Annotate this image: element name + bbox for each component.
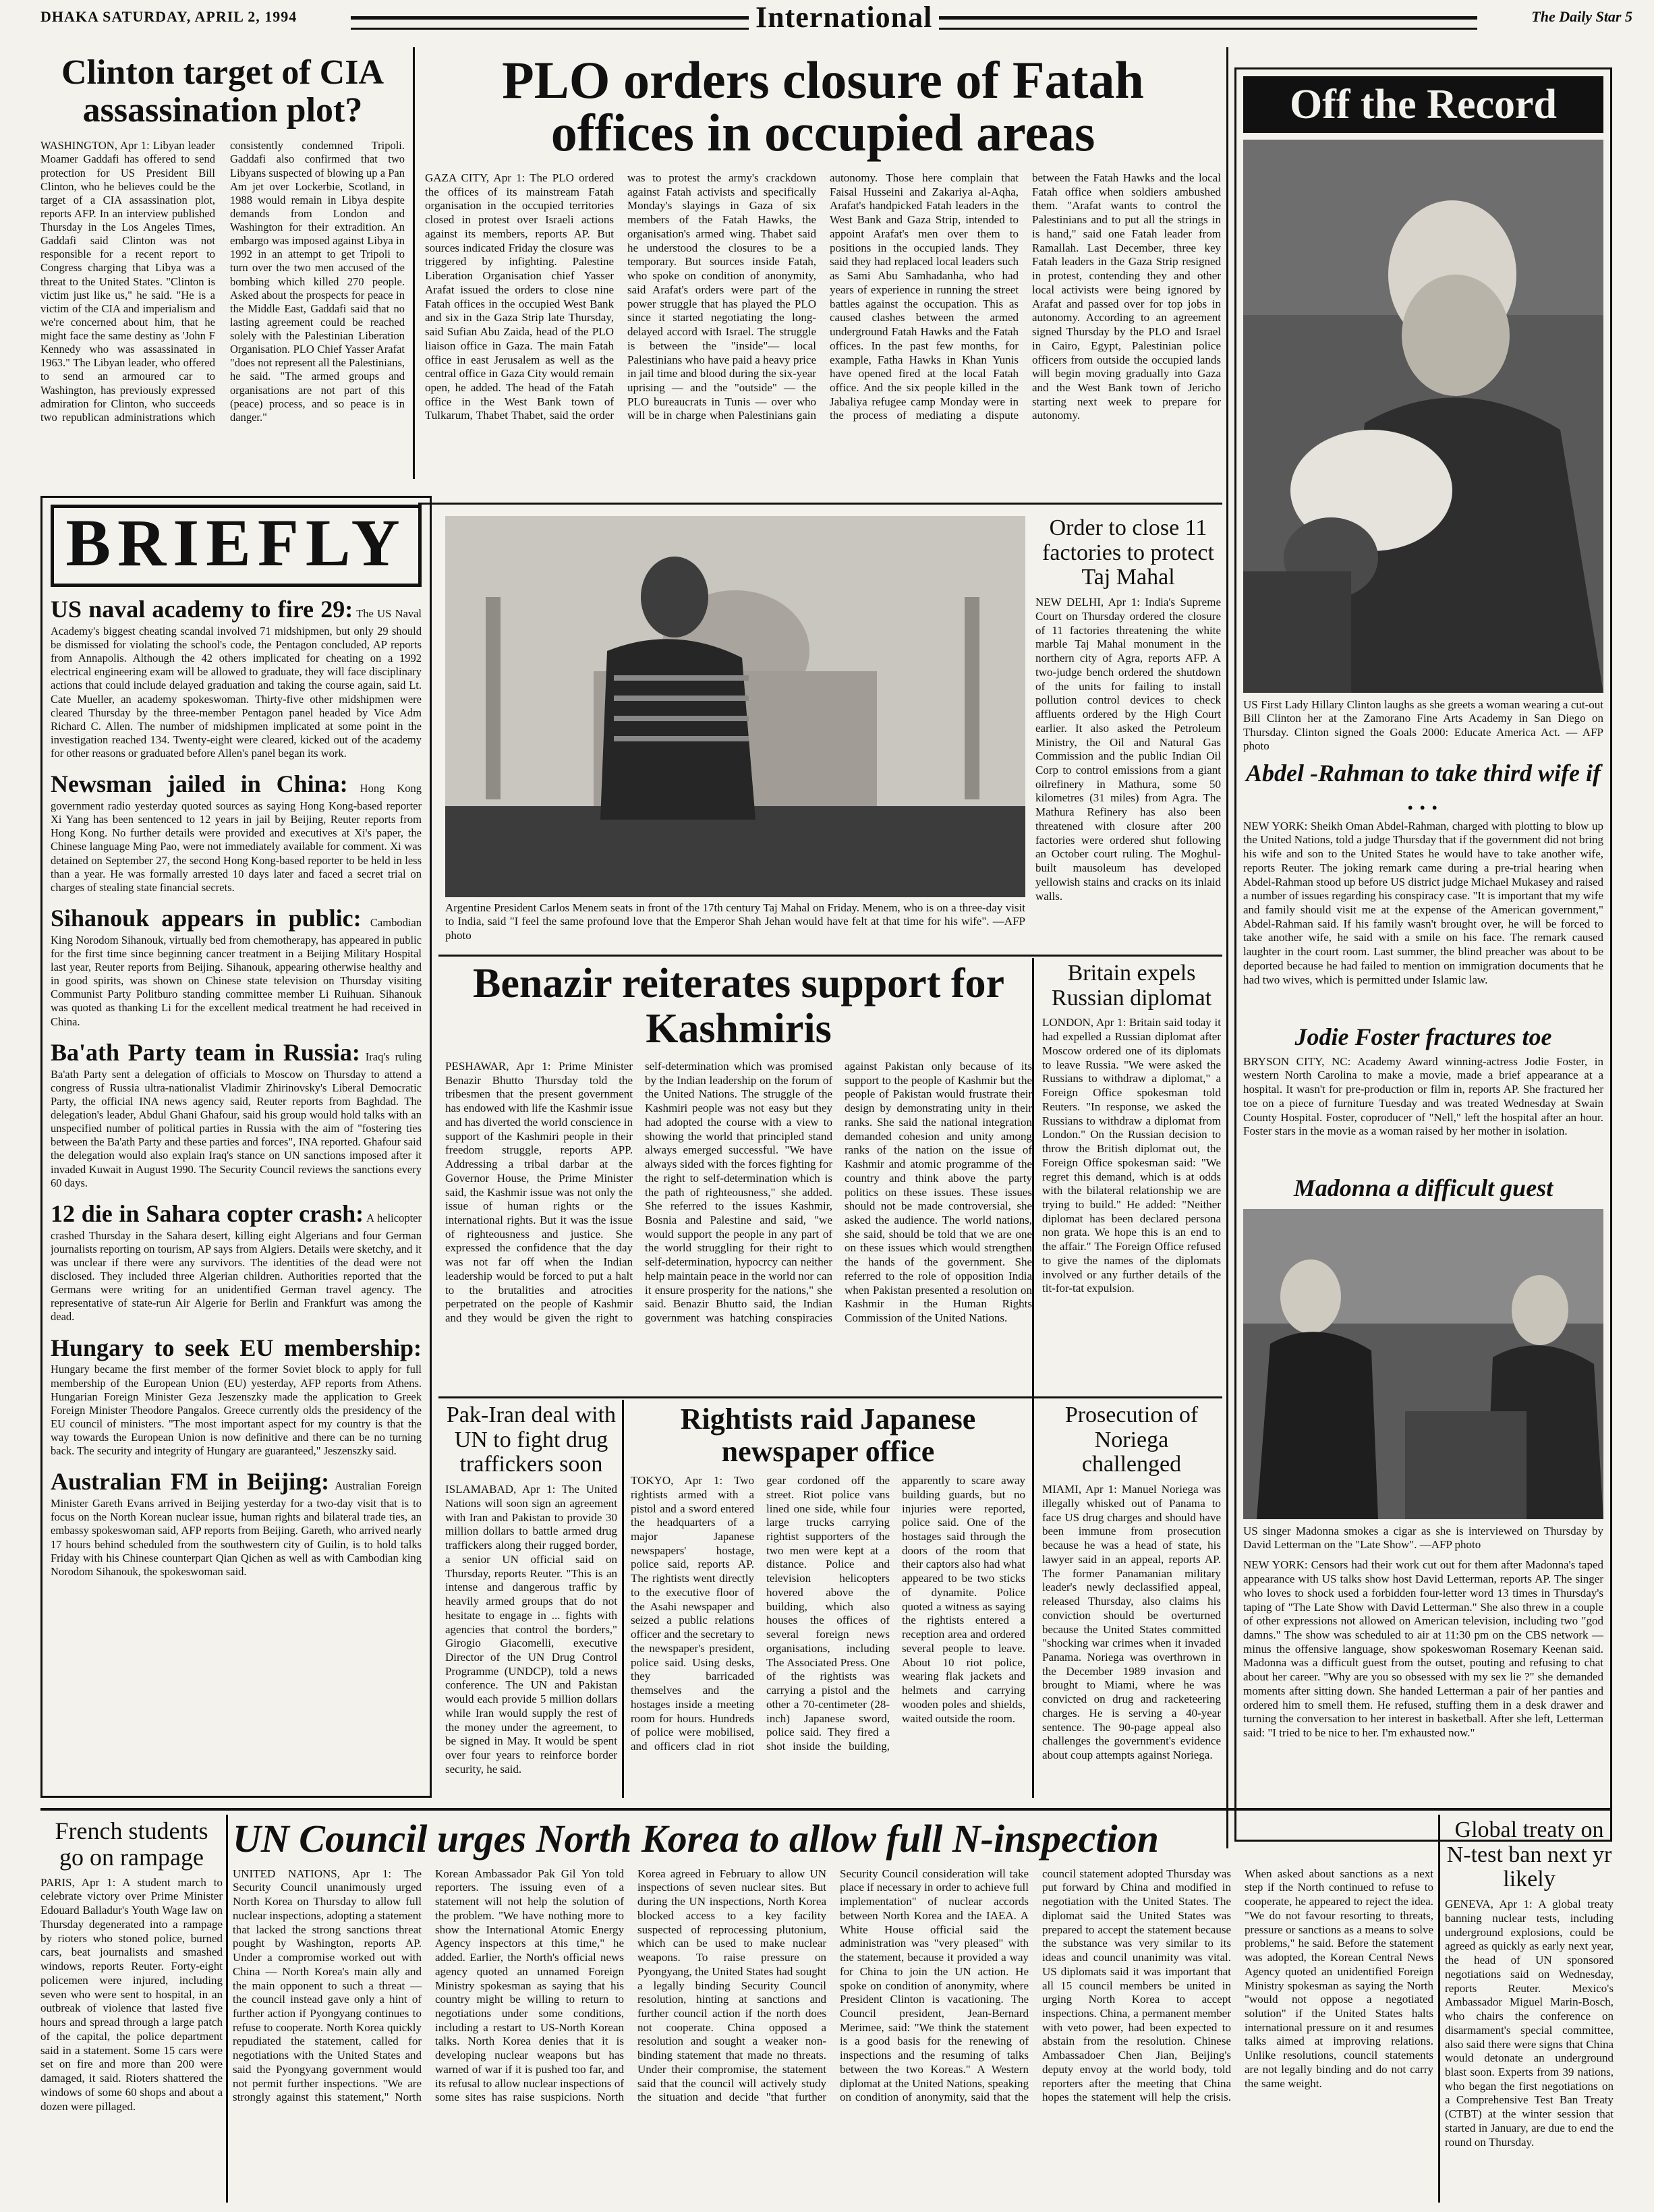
noriega-article (1042, 1403, 1221, 1798)
rightists-article (631, 1403, 1025, 1798)
brief-text: The US Naval Academy's biggest cheating scandal involved 71 midshipmen, but only 29 should be dismissed for violating the school's code, the Pentagon concluded, AP reports from Annapolis. Although the 42 others implicated for cheating on a 1992 electrical engineering exam will be allowed to graduate, they will face disciplinary actions that could include delayed graduation and taking the course again, said Lt. Cate Mueller, an academy spokeswoman. Thirty-five other midshipmen were cleared Thursday by the three-member Pentagon panel headed by Vice Adm Richard C. Allen. The number of midshipmen implicated at some point in the investigation reached 134. Twenty-eight were cleared, kicked out of the academy for other reasons or graduated before Allen's panel began its work. (51, 607, 422, 760)
noriega-body: MIAMI, Apr 1: Manuel Noriega was illegally whisked out of Panama to face US drug charges and should have been immune from prosecution because he was a head of state, his lawyer said in an appeal, reports AP. The former Panamanian military leader's newly declassified appeal, released Thursday, also claims his conviction should be overturned because the United States committed "shocking war crimes when it invaded Panama. Noriega was overthrown in the December 1989 invasion and brought to Miami, where he was convicted on drug and racketeering charges. He is serving a 40-year sentence. The 90-page appeal also challenges the government's evidence about coup attempts against Noriega. (1042, 1483, 1221, 1762)
plo-headline: PLO orders closure of Fatah offices in occupied areas (502, 51, 1144, 162)
section-rule (418, 503, 1222, 505)
brief-lead: Ba'ath Party team in Russia: (51, 1038, 360, 1066)
taj-article (1035, 516, 1221, 955)
brief-item (51, 904, 422, 1029)
column-rule (1226, 47, 1228, 1848)
briefly-list (51, 595, 422, 1792)
column-rule (1032, 958, 1034, 1798)
section-rule (40, 1808, 1612, 1811)
taj-body: NEW DELHI, Apr 1: India's Supreme Court on Thursday ordered the closure of 11 factories threatening the white marble Taj Mahal monument in the northern city of Agra, reports AFP. A two-judge bench ordered the shutdown of the units for failing to install pollution control devices to check affluents ordered by the High Court earlier. It also asked the Petroleum Ministry, the Oil and Natural Gas Commission and the public Indian Oil Corp to control emissions from a giant oilrefinery in Mathura, some 50 kilometres (31 miles) from Agra. The Mathura Refinery has also been threatened with closure after 200 factories were ordered shut following an October court ruling. The Moghul-built mausoleum has developed yellowish stains and cracks on its inlaid walls. (1035, 596, 1221, 903)
hillary-caption: US First Lady Hillary Clinton laughs as she greets a woman wearing a cut-out Bill Clinton her at the Zamorano Fine Arts Academy in San Diego on Thursday. Clinton signed the Goals 2000: Educate America Act. — AFP photo (1243, 698, 1603, 753)
french-headline: French students go on rampage (55, 1817, 208, 1871)
paper-name: The Daily Star 5 (1531, 8, 1632, 25)
briefly-box (40, 496, 432, 1798)
brief-item (51, 1467, 422, 1579)
unkorea-body: UNITED NATIONS, Apr 1: The Security Council unanimously urged North Korea on Thursday to allow full nuclear inspections, adopting a statement that lacked the strong sanctions threat pought by Washington, reports AP. Under a compromise worked out with China — North Korea's main ally and the main opponent to such a threat — the council instead gave only a hint of further action if Pyongyang continues to refuse to cooperate. North Korea quickly repudiated the statement, called for negotiations with the United States and said the Pyongyang government would not permit further inspections. "We are strongly against this statement," North Korean Ambassador Pak Gil Yon told reporters. The issuing even of a statement will not help the solution of the problem. "We have nothing more to show the International Atomic Energy Agency inspectors at this time," he added. Earlier, the North's official news agency quoted an unnamed Foreign Ministry spokesman as saying that his country might be willing to return to negotiations under some conditions, including a restart to US-North Korean talks. North Korea denies that it is developing nuclear weapons but has warned of war if it is pushed too far, and its refusal to allow nuclear inspections of some sites has raise suspicions. North Korea agreed in February to allow UN inspections of seven nuclear sites. But during the UN inspections, North Korea blocked access to a key facility suspected of reprocessing plutonium, which can be used to make nuclear weapons. To raise pressure on Pyongyang, the United States had sought a legally binding Security Council resolution, hinting at sanctions and further council action if the north does not cooperate. China opposed a resolution and sought a weaker non-binding statement that made no threats. Under their compromise, the statement said that the council will actively study the situation and decide "that further Security Council consideration will take place if necessary in order to achieve full implementation" of nuclear accords between North Korea and the IAEA. A White House official said the administration was "very pleased" with the statement, because it provided a way for China to join the UN action. He spoke on condition of anonymity, where President Clinton is vacationing. The Council president, Jean-Bernard Merimee, said: "We think the statement is a good basis for the renewing of inspections and the resuming of talks between the two Koreas." A Western diplomat at the United Nations, speaking on condition of anonymity, said that the council statement adopted Thursday was put forward by China and modified in negotiation with the United States. The diplomat said the United States was prepared to accept the statement because the substance was very similar to its ideas and council unanimity was vital. US diplomats said it was important that all 15 council members be united in urging North Korea to accept inspections. China, a permanent member with veto power, had been expected to abstain from the resolution. Chinese Ambassadoer Chen Jian, Beijing's deputy envoy at the world body, told reporters after the meeting that China hopes the statement will help the crisis. When asked about sanctions as a next step if the North continued to refuse to cooperate, he appeared to reject the idea. "We do not favour resorting to threats, pressure or sanctions as a means to solve problems," he said. Before the statement was adopted, the Korean Central News Agency quoted an unidentified Foreign Ministry spokesman as saying the North "would not oppose a negotiated solution" if the United States halts international pressure on it and resumes talks aimed at improving relations. Unlike resolutions, council statements are not legally binding and do not carry the same weight. (233, 1867, 1433, 2104)
brief-lead: Newsman jailed in China: (51, 770, 348, 798)
brief-lead: US naval academy to fire 29: (51, 596, 353, 623)
madonna-headline: Madonna a difficult guest (1293, 1174, 1553, 1201)
testban-article (1445, 1818, 1614, 2203)
pakiran-body: ISLAMABAD, Apr 1: The United Nations will soon sign an agreement with Iran and Pakistan to provide 30 million dollars to battle armed drug traffickers along their rugged border, a senior UN official said on Thursday, reports Reuter. "This is an intense and dangerous traffic by heavily armed groups that do not hesitate to engage in ... fights with agencies that control the borders," Girogio Giacomelli, executive Director of the UN Drug Control Programme (UNDCP), told a news conference. The UN and Pakistan would each provide 5 million dollars while Iran would supply the rest of the money under the agreement, to be signed in May. It would be spent over four years to reinforce border security, he said. (445, 1483, 617, 1776)
menem-photo-block (445, 516, 1025, 948)
benazir-body: PESHAWAR, Apr 1: Prime Minister Benazir Bhutto Thursday told the tribesmen that the present government has endowed with life the Kashmir issue and has diverted the world conscience in support of the Kashmiri people in their freedom struggle, reports APP. Addressing a tribal darbar at the Governor House, the Prime Minister said, the Kashmir issue was not only the issue of human rights or the international rights. But it was the issue of righteousness and justice. She expressed the confidence that the day was not far off when the Indian leadership would be forced to put a halt to the brutalities and atrocities perpetrated on the people of Kashmir and they would be given the right to self-determination which was promised by the Indian leadership on the forum of the United Nations. The struggle of the Kashmiri people was not easy but they had adopted the course with a view to showing the world that principled stand always emerged successful. "We have always sided with the forces fighting for the right to self-determination which is the path of righteousness," she added. She referred to the issues Kashmir, Bosnia and Palestine and said, "we would support the people in any part of the world struggling for their right to self-determination, hypocrcy can neither help maintain peace in the world nor can it ensure prosperity for the nations," she said. Benazir Bhutto said, the Indian government was hatching conspiracies against Pakistan only because of its support to the people of Kashmir but the people of Pakistan would frustrate their design by demonstrating unity in their ranks. She said the national integration demanded cohesion and unity among ranks of the nation on the issue of Kashmir and atomic programme of the country and think above the party politics on these issues. These issues should not be made controversial, she asked the audience. The world nations, she said, should be told that we are one on these issues which would strengthen the hands of the government. She referred to the role of opposition India when Pakistan presented a resolution on Kashmir in the Human Rights Commission of the United Nations. (445, 1059, 1032, 1325)
brief-text: Iraq's ruling Ba'ath Party sent a delegation of officials to Moscow on Thursday to attend a congress of Russia ultra-nationalist Vladimir Zhirinovsky's Liberal Democratic Party, the official INA news agency said, Reuter reports from Baghdad. The delegation's leader, Abdul Ghani Ghafour, said his group would hold talks with an unspecified number of political parties in Russia with the aim of "fostering ties between the Ba'ath Party and these parties and forces", INA reported. Ghafour said the delegation would also explain Iraq's stance on UN sanctions imposed after it invaded Kuwait in August 1990. The Security Council reviews the sanctions every 60 days. (51, 1050, 422, 1189)
benazir-headline: Benazir reiterates support for Kashmiris (472, 961, 1005, 1052)
plo-article (425, 51, 1221, 499)
pakiran-article (445, 1403, 617, 1798)
section-rule (438, 955, 1222, 957)
clinton-headline: Clinton target of CIA assassination plot? (61, 53, 384, 130)
abdel-headline: Abdel -Rahman to take third wife if . . . (1245, 759, 1601, 815)
brief-text: Australian Foreign Minister Gareth Evans arrived in Beijing yesterday for a two-day visit that is to focus on the North Korean nuclear issue, human rights and bilateral trade ties, an embassy spokeswoman said, AFP reports from Beijing. Gareth, who arrived nearly 17 hours behind scheduled from the southwestern city of Guilin, is to hold talks Friday with his Chinese counterpart Qian Qichen as well as with Cambodian king Norodom Sihanouk, the spokeswoman said. (51, 1479, 422, 1578)
brief-text: A helicopter crashed Thursday in the Sahara desert, killing eight Algerians and four German journalists reporting on tourism, AP says from Algiers. Details were sketchy, and it was unclear if there were any survivors. The identities of the dead were not disclosed. They included three Algerian children. Authorities reported that the Germans were writing for an unidentified German travel agency. The representative of state-run Air Algerie for Berlin and Frankfurt was among the dead. (51, 1211, 422, 1324)
hillary-clinton-photo (1243, 140, 1603, 693)
unkorea-article (233, 1818, 1433, 2203)
britain-article (1042, 961, 1221, 1393)
column-rule (622, 1400, 624, 1798)
french-article (40, 1818, 223, 2203)
brief-text: Cambodian King Norodom Sihanouk, virtually bed from chemotherapy, has appeared in public for the first time since beginning cancer treatment in a Beijing Military Hospital last year, Reuter reports from Beijing. Sihanouk, appearing otherwise healthy and in good spirits, was shown on Chinese state television on Thursday visiting Communist Party Politburo standing committee member Li Ruihuan. Sihanouk was quoted as thanking Li for the excellent medical treatment he had received in China. (51, 915, 422, 1028)
brief-item (51, 770, 422, 895)
benazir-article (445, 961, 1032, 1393)
off-the-record-title: Off the Record (1243, 76, 1603, 133)
madonna-caption: US singer Madonna smokes a cigar as she is interviewed on Thursday by David Letterman on the "Late Show". —AFP photo (1243, 1524, 1603, 1551)
photo-illustration (1243, 1209, 1603, 1519)
jodie-headline: Jodie Foster fractures toe (1294, 1023, 1552, 1050)
pakiran-headline: Pak-Iran deal with UN to fight drug traffickers soon (446, 1402, 617, 1477)
masthead (40, 0, 1632, 39)
brief-lead: 12 die in Sahara copter crash: (51, 1199, 364, 1227)
dateline: DHAKA SATURDAY, APRIL 2, 1994 (40, 8, 297, 25)
section-rule (438, 1396, 1222, 1398)
section-title: International (749, 0, 939, 34)
clinton-article (40, 54, 405, 479)
clinton-body: WASHINGTON, Apr 1: Libyan leader Moamer Gaddafi has offered to send protection for US President Bill Clinton, who he believes could be the target of a CIA assassination plot, reports AFP. In an interview published Thursday in the Los Angeles Times, Gaddafi said Clinton was not responsible for a recent report to Congress charging that Libya was a threat to the United States. "Clinton is victim just like us," he said. "He is a victim of the CIA and imperialism and we're concerned about him, that he might face the same destiny as 'John F Kennedy who was assassinated in 1963." The Libyan leader, who offered to send an armoured car to Washington, has previously expressed admiration for Clinton, who succeeds two republican administrations which consistently condemned Tripoli. Gaddafi also confirmed that two Libyans suspected of blowing up a Pan Am jet over Lockerbie, Scotland, in 1988 would remain in Libya despite demands from London and Washington for their extradition. An embargo was imposed against Libya in 1992 in an attempt to get Tripoli to turn over the two men accused of the bombing which killed 270 people. Asked about the prospects for peace in the Middle East, Gaddafi said that no lasting agreement could be reached solely with the Palestinian Liberation Organisation. PLO Chief Yasser Arafat "does not represent all the Palestinians, he said. "The armed groups and organisations are not part of this (peace) process, and so peace is in danger." (40, 139, 405, 424)
brief-item (51, 1199, 422, 1324)
menem-caption: Argentine President Carlos Menem seats in front of the 17th century Taj Mahal on Friday. Menem, who is on a three-day visit to India, said "I feel the same profound love that the Emperor Shah Jehan would have felt at that time for his wife". —AFP photo (445, 901, 1025, 942)
unkorea-headline: UN Council urges North Korea to allow full N-inspection (233, 1817, 1159, 1861)
abdel-body: NEW YORK: Sheikh Oman Abdel-Rahman, charged with plotting to blow up the United Nations, told a judge Thursday that if the government did not bring his wife and son to the United States he would have to take another wife, reports Reuter. The joking remark came during a pre-trial hearing when Abdel-Rahman stood up before US district judge Michael Mukasey and raised a number of issues regarding his conspiracy case. "It is important that my wife and family should visit me at the expense of the American government," Abdel-Rahman said. If his family wasn't brought over, he will be forced to take another wife, he said with a smile on his face. The remark caused laughter in the court room. Last summer, the blind preacher was about to be deported because he had failed to mention on immigration documents that he had two wives, which is permitted under Islamic law. (1243, 819, 1603, 986)
testban-headline: Global treaty on N-test ban next yr likely (1446, 1817, 1612, 1892)
photo-illustration (445, 516, 1025, 897)
brief-lead: Hungary to seek EU membership: (51, 1334, 422, 1361)
brief-item (51, 1038, 422, 1190)
madonna-letterman-photo (1243, 1209, 1603, 1519)
french-body: PARIS, Apr 1: A student march to celebrate victory over Prime Minister Edouard Balladur's Youth Wage law on Thursday degenerated into a rampage by rioters who stoned police, burned cars, beat journalists and smashed windows, reports Reuter. Forty-eight policemen were injured, including seven who were sent to hospital, in an outbreak of violence that lasted five hours and spread through a large patch of the capital, the police department said in a statement. Some 15 cars were set on fire and more than 200 were damaged, it said. Rioters shattered the windows of some 60 shops and about a dozen were pillaged. (40, 1875, 223, 2113)
brief-lead: Australian FM in Beijing: (51, 1468, 330, 1496)
column-rule (1438, 1815, 1440, 2203)
brief-text: Hong Kong government radio yesterday quoted sources as saying Hong Kong-based reporter Xi Yang has been sentenced to 12 years in jail by Beijing, Reuter reports from Hong Kong. No further details were provided and executives at Xi's paper, the Chinese language Ming Pao, were not immediately available for comment. Xi was detained on September 27, the second Hong Kong-based reporter to be held in less than a year. He was formally arrested 10 days later and faced a secret trial on charges of stealing state financial secrets. (51, 782, 422, 894)
taj-headline: Order to close 11 factories to protect Taj Mahal (1042, 515, 1214, 590)
photo-illustration (1243, 140, 1603, 693)
brief-item (51, 1334, 422, 1458)
column-rule (226, 1815, 228, 2203)
rightists-body: TOKYO, Apr 1: Two rightists armed with a pistol and a sword entered the headquarters of a major Japanese newspapers' hostage, police said, reports AP. The rightists went directly to the executive floor of the Asahi newspaper and seized a public relations officer and the secretary to the newspaper's president, police said. Using desks, they barricaded themselves and the hostages inside a meeting room for hours. Hundreds of police were mobilised, and officers clad in riot gear cordoned off the street. Riot police vans lined one side, while four large trucks carrying rightist supporters of the two men were kept at a distance. Police and television helicopters hovered above the building, which also houses the offices of several foreign news organisations, including The Associated Press. One of the rightists was carrying a pistol and the other a 70-centimeter (28-inch) Japanese sword, police said. They fired a shot inside the building, apparently to scare away building guards, but no injuries were reported, police said. One of the hostages said through the doors of the room that their captors also had what appeared to be two sticks of dynamite. Police quoted a witness as saying the rightists entered a reception area and ordered several people to leave. About 10 riot police, wearing flak jackets and helmets and carrying wooden poles and shields, waited outside the room. (631, 1474, 1025, 1753)
noriega-headline: Prosecution of Noriega challenged (1064, 1402, 1199, 1477)
off-the-record-box (1234, 67, 1612, 1842)
brief-item (51, 595, 422, 760)
menem-taj-photo (445, 516, 1025, 897)
briefly-title: BRIEFLY (51, 505, 422, 587)
madonna-body: NEW YORK: Censors had their work cut out for them after Madonna's taped appearance with US talks show host David Letterman, reports AP. The singer who loves to shock used a forbidden four-letter word 13 times in Thursday's taping of "The Late Show with David Letterman." She also threw in a couple of other expressions not allowed on American television, including two "god damns." The show was scheduled to air at 11:30 pm on the CBS network — minus the offensive language, show spokeswoman Rosemary Keenan said. Madonna was a difficult guest from the outset, pouting and refusing to chat about her career. "Why are you so obsessed with my sex lie ?" she demanded moments after sitting down. She handed Letterman a pair of her panties and ordered him to smell them. He refused, stuffing them in a desk drawer and turning the conversation to her interest in basketball. After she left, Letterman said: "I tried to be nice to her. I'm exhausted now." (1243, 1558, 1603, 1740)
brief-lead: Sihanouk appears in public: (51, 904, 362, 932)
jodie-body: BRYSON CITY, NC: Academy Award winning-actress Jodie Foster, in western North Carolina to make a movie, made a brief appearance at a hospital. It wasn't for pre-production or film in, reports AP. She fractured her toe on a piece of furniture Tuesday and was treated Wednesday at Swain County Hospital. Foster, coproducer of "Nell," left the hospital after an hour. Foster stars in the movie as a woman raised by her mother in isolation. (1243, 1054, 1603, 1138)
column-rule (413, 47, 415, 479)
britain-body: LONDON, Apr 1: Britain said today it had expelled a Russian diplomat after Moscow ordered one of its diplomats to leave Russia. "We were asked the Russians to withdraw a diplomat," a Foreign Office spokesman told Reuters. "In response, we asked the Russians to withdraw a diplomat from London." On the Russian decision to throw the British diplomat out, the Foreign Office spokesman said: "We regret this demand, which is at odds with the bilateral relationship we are trying to build." He added: "Neither diplomat has been declared persona non grata. We hope this is an end to the affair." The Foreign Office refused to give the names of the diplomats involved or any further details of the tit-for-tat expulsion. (1042, 1016, 1221, 1295)
britain-headline: Britain expels Russian diplomat (1051, 961, 1212, 1011)
rightists-headline: Rightists raid Japanese newspaper office (680, 1402, 976, 1468)
plo-body: GAZA CITY, Apr 1: The PLO ordered the offices of its mainstream Fatah organisation in the occupied territories closed in protest over Israeli actions against its members, reports AP. But sources indicated Friday the closure was triggered by infighting. Palestine Liberation Organisation chief Yasser Arafat issued the orders to close nine Fatah offices in the occupied West Bank and six in the Gaza Strip late Thursday, said Sufian Abu Zaida, head of the PLO liaison office in Gaza. The main Fatah office in east Jerusalem as well as the central office in Gaza City would remain open, he added. The head of the Fatah office in the West Bank town of Tulkarum, Thabet Thabet, said the order was to protest the army's crackdown against Fatah activists and specifically Monday's slayings in Gaza of six members of the Fatah Hawks, the organisation's armed wing. Thabet said he understood the closures to be a temporary. But sources inside Fatah, who spoke on condition of anonymity, said Arafat's orders were part of the power struggle that has played the PLO since it started negotiating the long-delayed accord with Israel. The struggle is between the "inside"— local Palestinians who have paid a heavy price in jail time and blood during the six-year uprising — and the "outside" — the PLO bureaucrats in Tunis — over who will be in charge when Palestinians gain autonomy. Those here complain that Faisal Husseini and Zakariya al-Aqha, Arafat's handpicked Fatah leaders in the West Bank and Gaza Strip, intended to appoint Arafat's men over them to positions in the occupied lands. They said they had replaced local leaders such as Sami Abu Samhadanha, who had years of experience in running the street battles against the occupation. This as caused clashes between the armed underground Fatah Hawks and the Fatah offices. In the past few months, for example, Fatha Hawks in Khan Yunis have opened fired at the local Fatah office. And the six people killed in the Jabaliya refugee camp Monday were in the process of mediating a dispute between the Fatah Hawks and the local Fatah office when soldiers ambushed them. "Arafat wants to control the Palestinians and to put all the strings in is hand," said one Fatah leader from Ramallah. Last December, three key Fatah leaders in the Gaza Strip resigned in protest, contending they and other local activists were being ignored by Arafat and passed over for top jobs in autonomy. According to an agreement signed Thursday by the PLO and Israel in Cairo, Egypt, Palestinian police officers from outside the occupied lands will begin moving gradually into Gaza and the West Bank town of Jericho starting next week to prepare for autonomy. (425, 171, 1221, 422)
brief-text: Hungary became the first member of the former Soviet block to apply for full membership of the European Union (EU) yesterday, AFP reports from Athens. Hungarian Foreign Minister Geza Jeszenszky made the application to Greek Foreign Minister Theodore Pangalos. Greece currently olds the presidency of the EU council of ministers. "The most important aspect for my country is that the way towards the European Union is now definitive and there can be no turning back. The security and integrity of Hungary are guaranteed," Jeszenszky said. (51, 1363, 422, 1458)
testban-body: GENEVA, Apr 1: A global treaty banning nuclear tests, including underground explosions, could be agreed as quickly as early next year, the head of UN sponsored negotiations said on Wednesday, reports Reuter. Mexico's Ambassador Miguel Marin-Bosch, who chairs the conference on disarmament's special committee, also said there were signs that China would detonate an underground blast soon. Experts from 39 nations, who began the first negotiations on a Comprehensive Test Ban Treaty (CTBT) at the winter session that started in January, are due to end the round on Thursday. (1445, 1898, 1614, 2149)
